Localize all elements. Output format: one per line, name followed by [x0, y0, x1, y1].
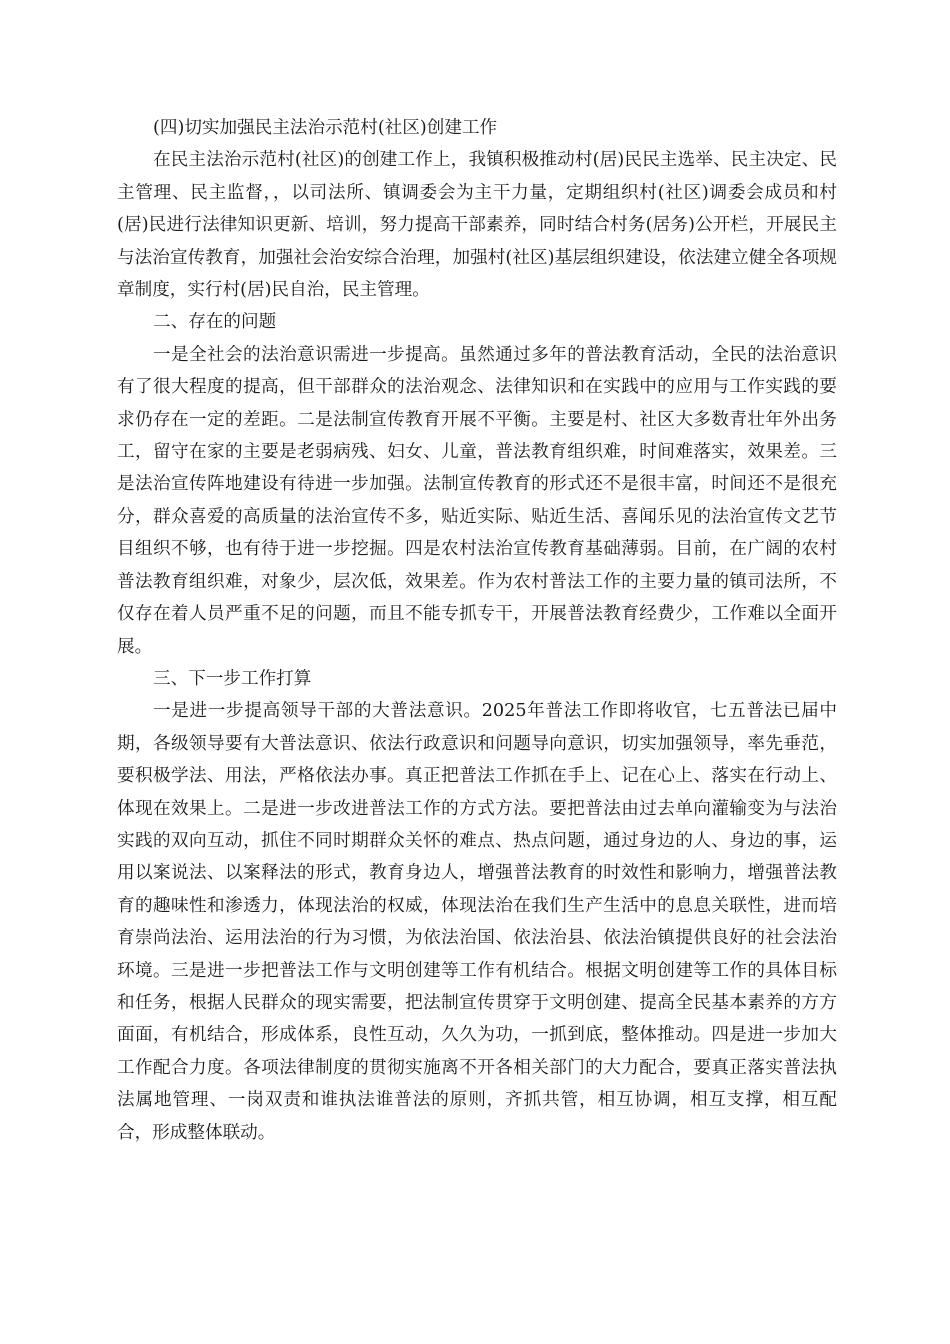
document-page [117, 112, 837, 1149]
section-4-paragraph: 在民主法治示范村(社区)的创建工作上，我镇积极推动村(居)民民主选举、民主决定、民主管理、民主监督，，以司法所、镇调委会为主干力量，定期组织村(社区)调委会成员和村(居)民进行法律知识更新、培训，努力提高干部素养，同时结合村务(居务)公开栏，开展民主与法治宣传教育，加强社会治安综合治理，加强村(社区)基层组织建设，依法建立健全各项规章制度，实行村(居)民自治，民主管理。 [117, 150, 837, 301]
section-4-heading: (四)切实加强民主法治示范村(社区)创建工作 [153, 118, 498, 138]
part-3-paragraph: 一是进一步提高领导干部的大普法意识。2025年普法工作即将收官，七五普法已届中期，各级领导要有大普法意识、依法行政意识和问题导向意识，切实加强领导，率先垂范，要积极学法、用法，严格依法办事。真正把普法工作抓在手上、记在心上、落实在行动上、体现在效果上。二是进一步改进普法工作的方式方法。要把普法由过去单向灌输变为与法治实践的双向互动，抓住不同时期群众关怀的难点、热点问题，通过身边的人、身边的事，运用以案说法、以案释法的形式，教育身边人，增强普法教育的时效性和影响力，增强普法教育的趣味性和渗透力，体现法治的权威，体现法治在我们生产生活中的息息关联性，进而培育崇尚法治、运用法治的行为习惯，为依法治国、依法治县、依法治镇提供良好的社会法治环境。三是进一步把普法工作与文明创建等工作有机结合。根据文明创建等工作的具体目标和任务，根据人民群众的现实需要，把法制宣传贯穿于文明创建、提高全民基本素养的方方面面，有机结合，形成体系，良性互动，久久为功，一抓到底，整体推动。四是进一步加大工作配合力度。各项法律制度的贯彻实施离不开各相关部门的大力配合，要真正落实普法执法属地管理、一岗双责和谁执法谁普法的原则，齐抓共管，相互协调，相互支撑，相互配合，形成整体联动。 [117, 701, 837, 1143]
part-3-heading: 三、下一步工作打算 [153, 668, 312, 689]
part-2-heading: 二、存在的问题 [153, 312, 277, 333]
part-2-paragraph: 一是全社会的法治意识需进一步提高。虽然通过多年的普法教育活动，全民的法治意识有了很大程度的提高，但干部群众的法治观念、法律知识和在实践中的应用与工作实践的要求仍存在一定的差距。二是法制宣传教育开展不平衡。主要是村、社区大多数青壮年外出务工，留守在家的主要是老弱病残、妇女、儿童，普法教育组织难，时间难落实，效果差。三是法治宣传阵地建设有待进一步加强。法制宣传教育的形式还不是很丰富，时间还不是很充分，群众喜爱的高质量的法治宣传不多，贴近实际、贴近生活、喜闻乐见的法治宣传文艺节目组织不够，也有待于进一步挖掘。四是农村法治宣传教育基础薄弱。目前，在广阔的农村普法教育组织难，对象少，层次低，效果差。作为农村普法工作的主要力量的镇司法所，不仅存在着人员严重不足的问题，而且不能专抓专干，开展普法教育经费少，工作难以全面开展。 [117, 344, 837, 657]
